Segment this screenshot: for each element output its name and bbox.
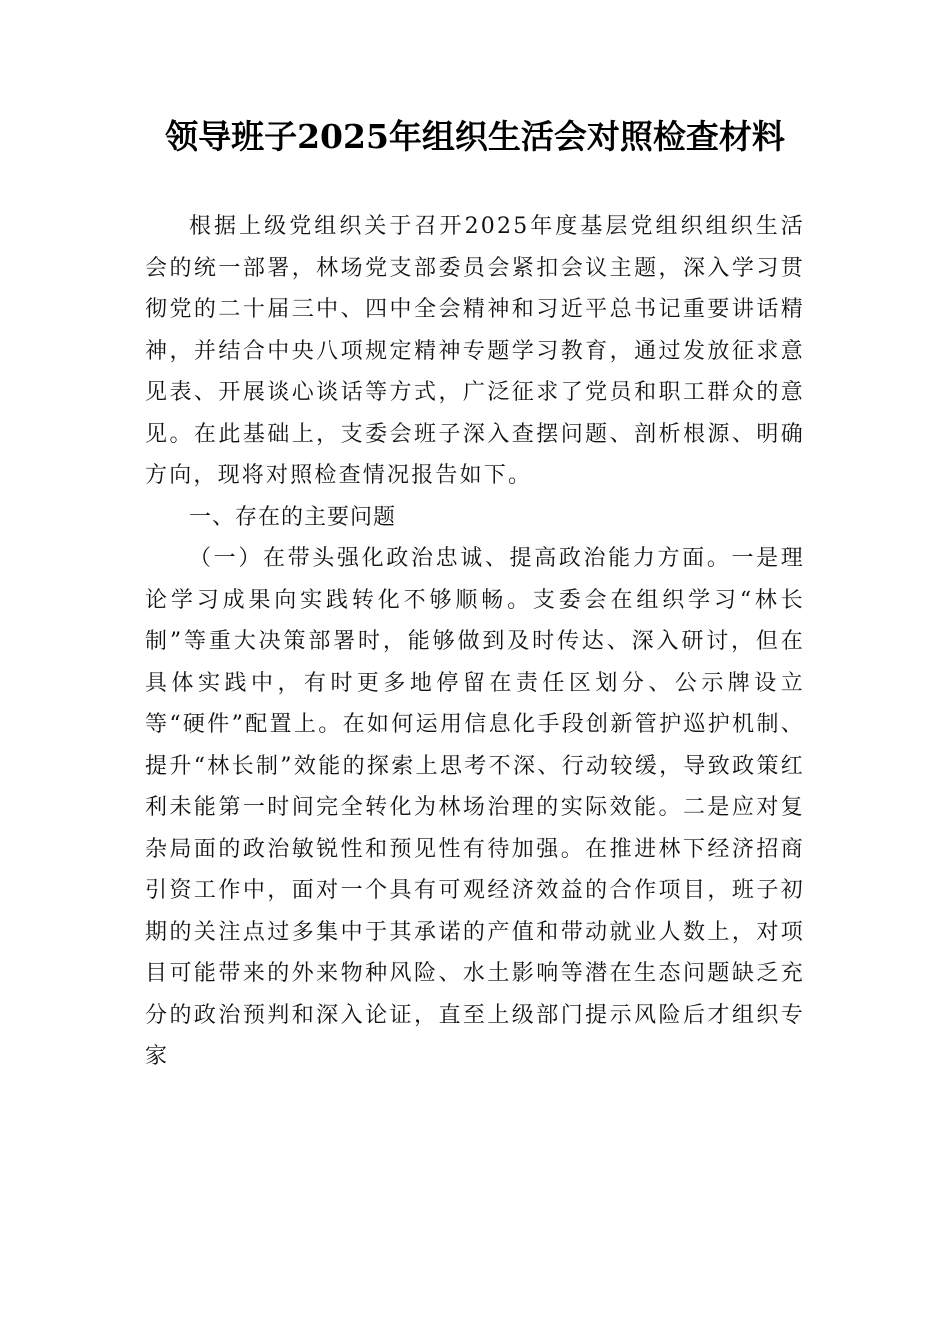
intro-paragraph: 根据上级党组织关于召开2025年度基层党组织组织生活会的统一部署，林场党支部委员会紧扣会议主题，深入学习贯彻党的二十届三中、四中全会精神和习近平总书记重要讲话精神，并结合中央八项规定精神专题学习教育，通过发放征求意见表、开展谈心谈话等方式，广泛征求了党员和职工群众的意见。在此基础上，支委会班子深入查摆问题、剖析根源、明确方向，现将对照检查情况报告如下。	[145, 214, 805, 488]
document-title: 领导班子2025年组织生活会对照检查材料	[165, 117, 785, 156]
section-heading: 一、存在的主要问题	[189, 504, 397, 530]
section-paragraph: （一）在带头强化政治忠诚、提高政治能力方面。一是理论学习成果向实践转化不够顺畅。支委会在组织学习“林长制”等重大决策部署时，能够做到及时传达、深入研讨，但在具体实践中，有时更多地停留在责任区划分、公示牌设立等“硬件”配置上。在如何运用信息化手段创新管护巡护机制、提升“林长制”效能的探索上思考不深、行动较缓，导致政策红利未能第一时间完全转化为林场治理的实际效能。二是应对复杂局面的政治敏锐性和预见性有待加强。在推进林下经济招商引资工作中，面对一个具有可观经济效益的合作项目，班子初期的关注点过多集中于其承诺的产值和带动就业人数上，对项目可能带来的外来物种风险、水土影响等潜在生态问题缺乏充分的政治预判和深入论证，直至上级部门提示风险后才组织专家	[145, 546, 805, 1069]
document-body	[145, 206, 805, 1078]
